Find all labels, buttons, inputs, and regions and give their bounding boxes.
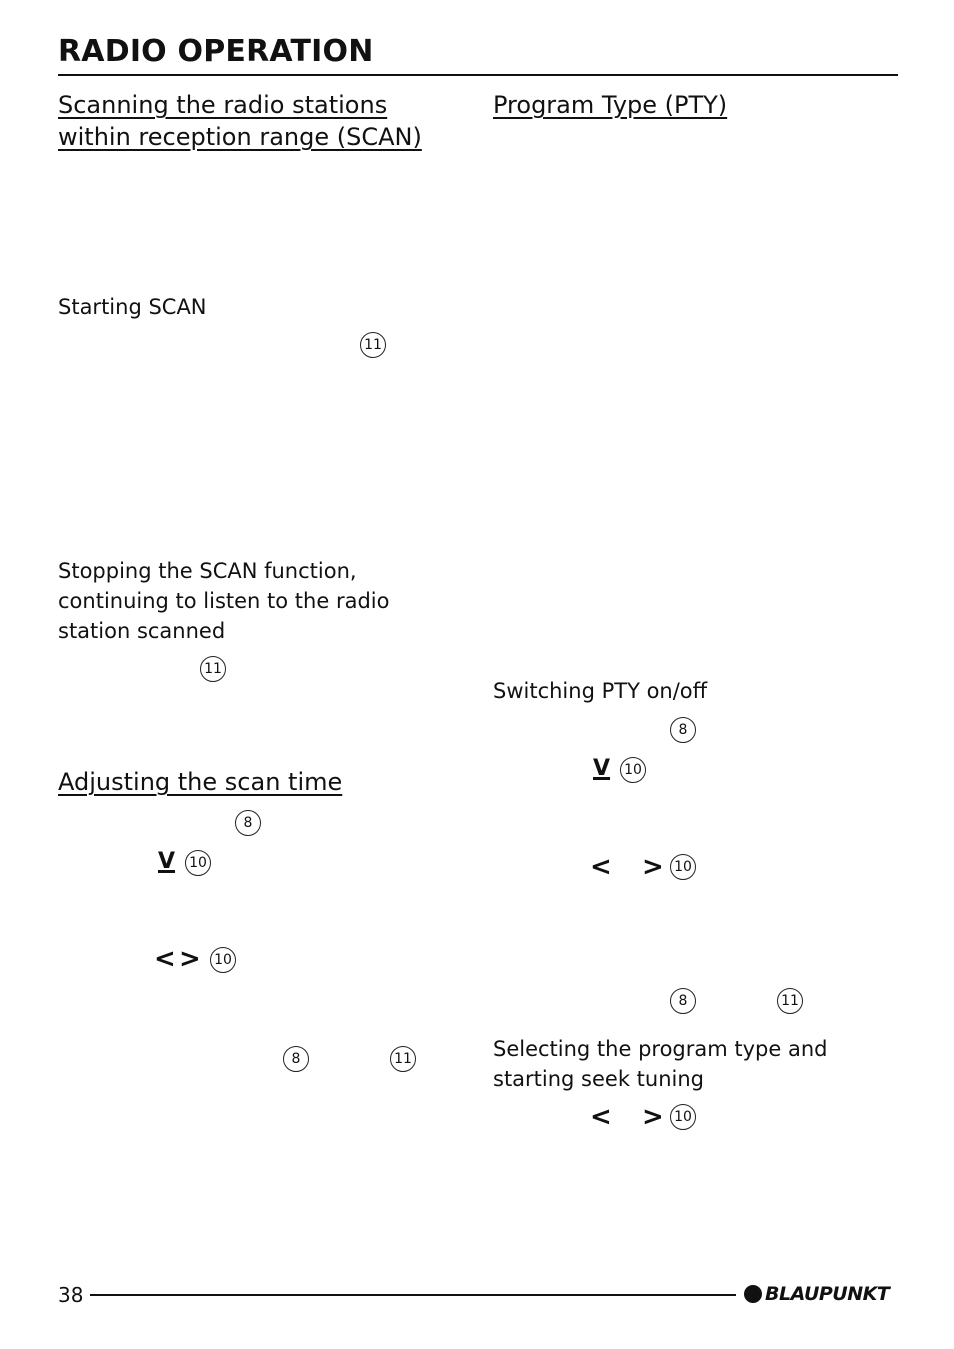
adjust-scan-time-heading: Adjusting the scan time bbox=[58, 768, 343, 796]
switching-pty-heading: Switching PTY on/off bbox=[493, 679, 708, 703]
selecting-pty-line-1: Selecting the program type and bbox=[493, 1037, 828, 1061]
down-button-glyph-pty: V bbox=[593, 756, 611, 781]
ref-10-adjust-down: 10 bbox=[185, 850, 211, 876]
ref-10-select: 10 bbox=[670, 1104, 696, 1130]
selecting-pty-line-2: starting seek tuning bbox=[493, 1067, 705, 1091]
ref-11-stop-scan: 11 bbox=[200, 656, 226, 682]
stopping-scan-line-3: station scanned bbox=[58, 619, 226, 643]
ref-8-adjust: 8 bbox=[235, 810, 261, 836]
title-rule bbox=[58, 74, 898, 76]
ref-10-adjust-lr: 10 bbox=[210, 947, 236, 973]
stopping-scan-line-1: Stopping the SCAN function, bbox=[58, 559, 357, 583]
ref-8-pty-end: 8 bbox=[670, 988, 696, 1014]
left-arrow-glyph: < bbox=[154, 944, 176, 974]
ref-11-adjust-end: 11 bbox=[390, 1046, 416, 1072]
scan-heading bbox=[58, 89, 422, 153]
brand-logo bbox=[744, 1282, 889, 1306]
stopping-scan-line-2: continuing to listen to the radio bbox=[58, 589, 390, 613]
selecting-pty-heading bbox=[493, 1034, 827, 1094]
starting-scan-heading: Starting SCAN bbox=[58, 295, 207, 319]
footer-rule bbox=[90, 1294, 736, 1296]
ref-8-adjust-end: 8 bbox=[283, 1046, 309, 1072]
scan-heading-line-1: Scanning the radio stations bbox=[58, 91, 388, 119]
ref-11-pty-end: 11 bbox=[777, 988, 803, 1014]
logo-dot-icon bbox=[744, 1285, 762, 1303]
scan-heading-line-2: within reception range (SCAN) bbox=[58, 123, 422, 151]
right-arrow-glyph: > bbox=[179, 944, 201, 974]
brand-name: BLAUPUNKT bbox=[765, 1283, 890, 1305]
page-number: 38 bbox=[58, 1283, 84, 1307]
ref-10-pty-lr: 10 bbox=[670, 854, 696, 880]
left-arrow-glyph-pty: < bbox=[590, 852, 612, 882]
right-arrow-glyph-select: > bbox=[642, 1102, 664, 1132]
ref-11-start-scan: 11 bbox=[360, 332, 386, 358]
down-button-glyph: V bbox=[158, 849, 176, 874]
page-title: RADIO OPERATION bbox=[58, 34, 374, 69]
pty-heading: Program Type (PTY) bbox=[493, 91, 728, 119]
stopping-scan-heading bbox=[58, 556, 389, 646]
right-arrow-glyph-pty: > bbox=[642, 852, 664, 882]
left-arrow-glyph-select: < bbox=[590, 1102, 612, 1132]
ref-8-pty: 8 bbox=[670, 717, 696, 743]
ref-10-pty-down: 10 bbox=[620, 757, 646, 783]
